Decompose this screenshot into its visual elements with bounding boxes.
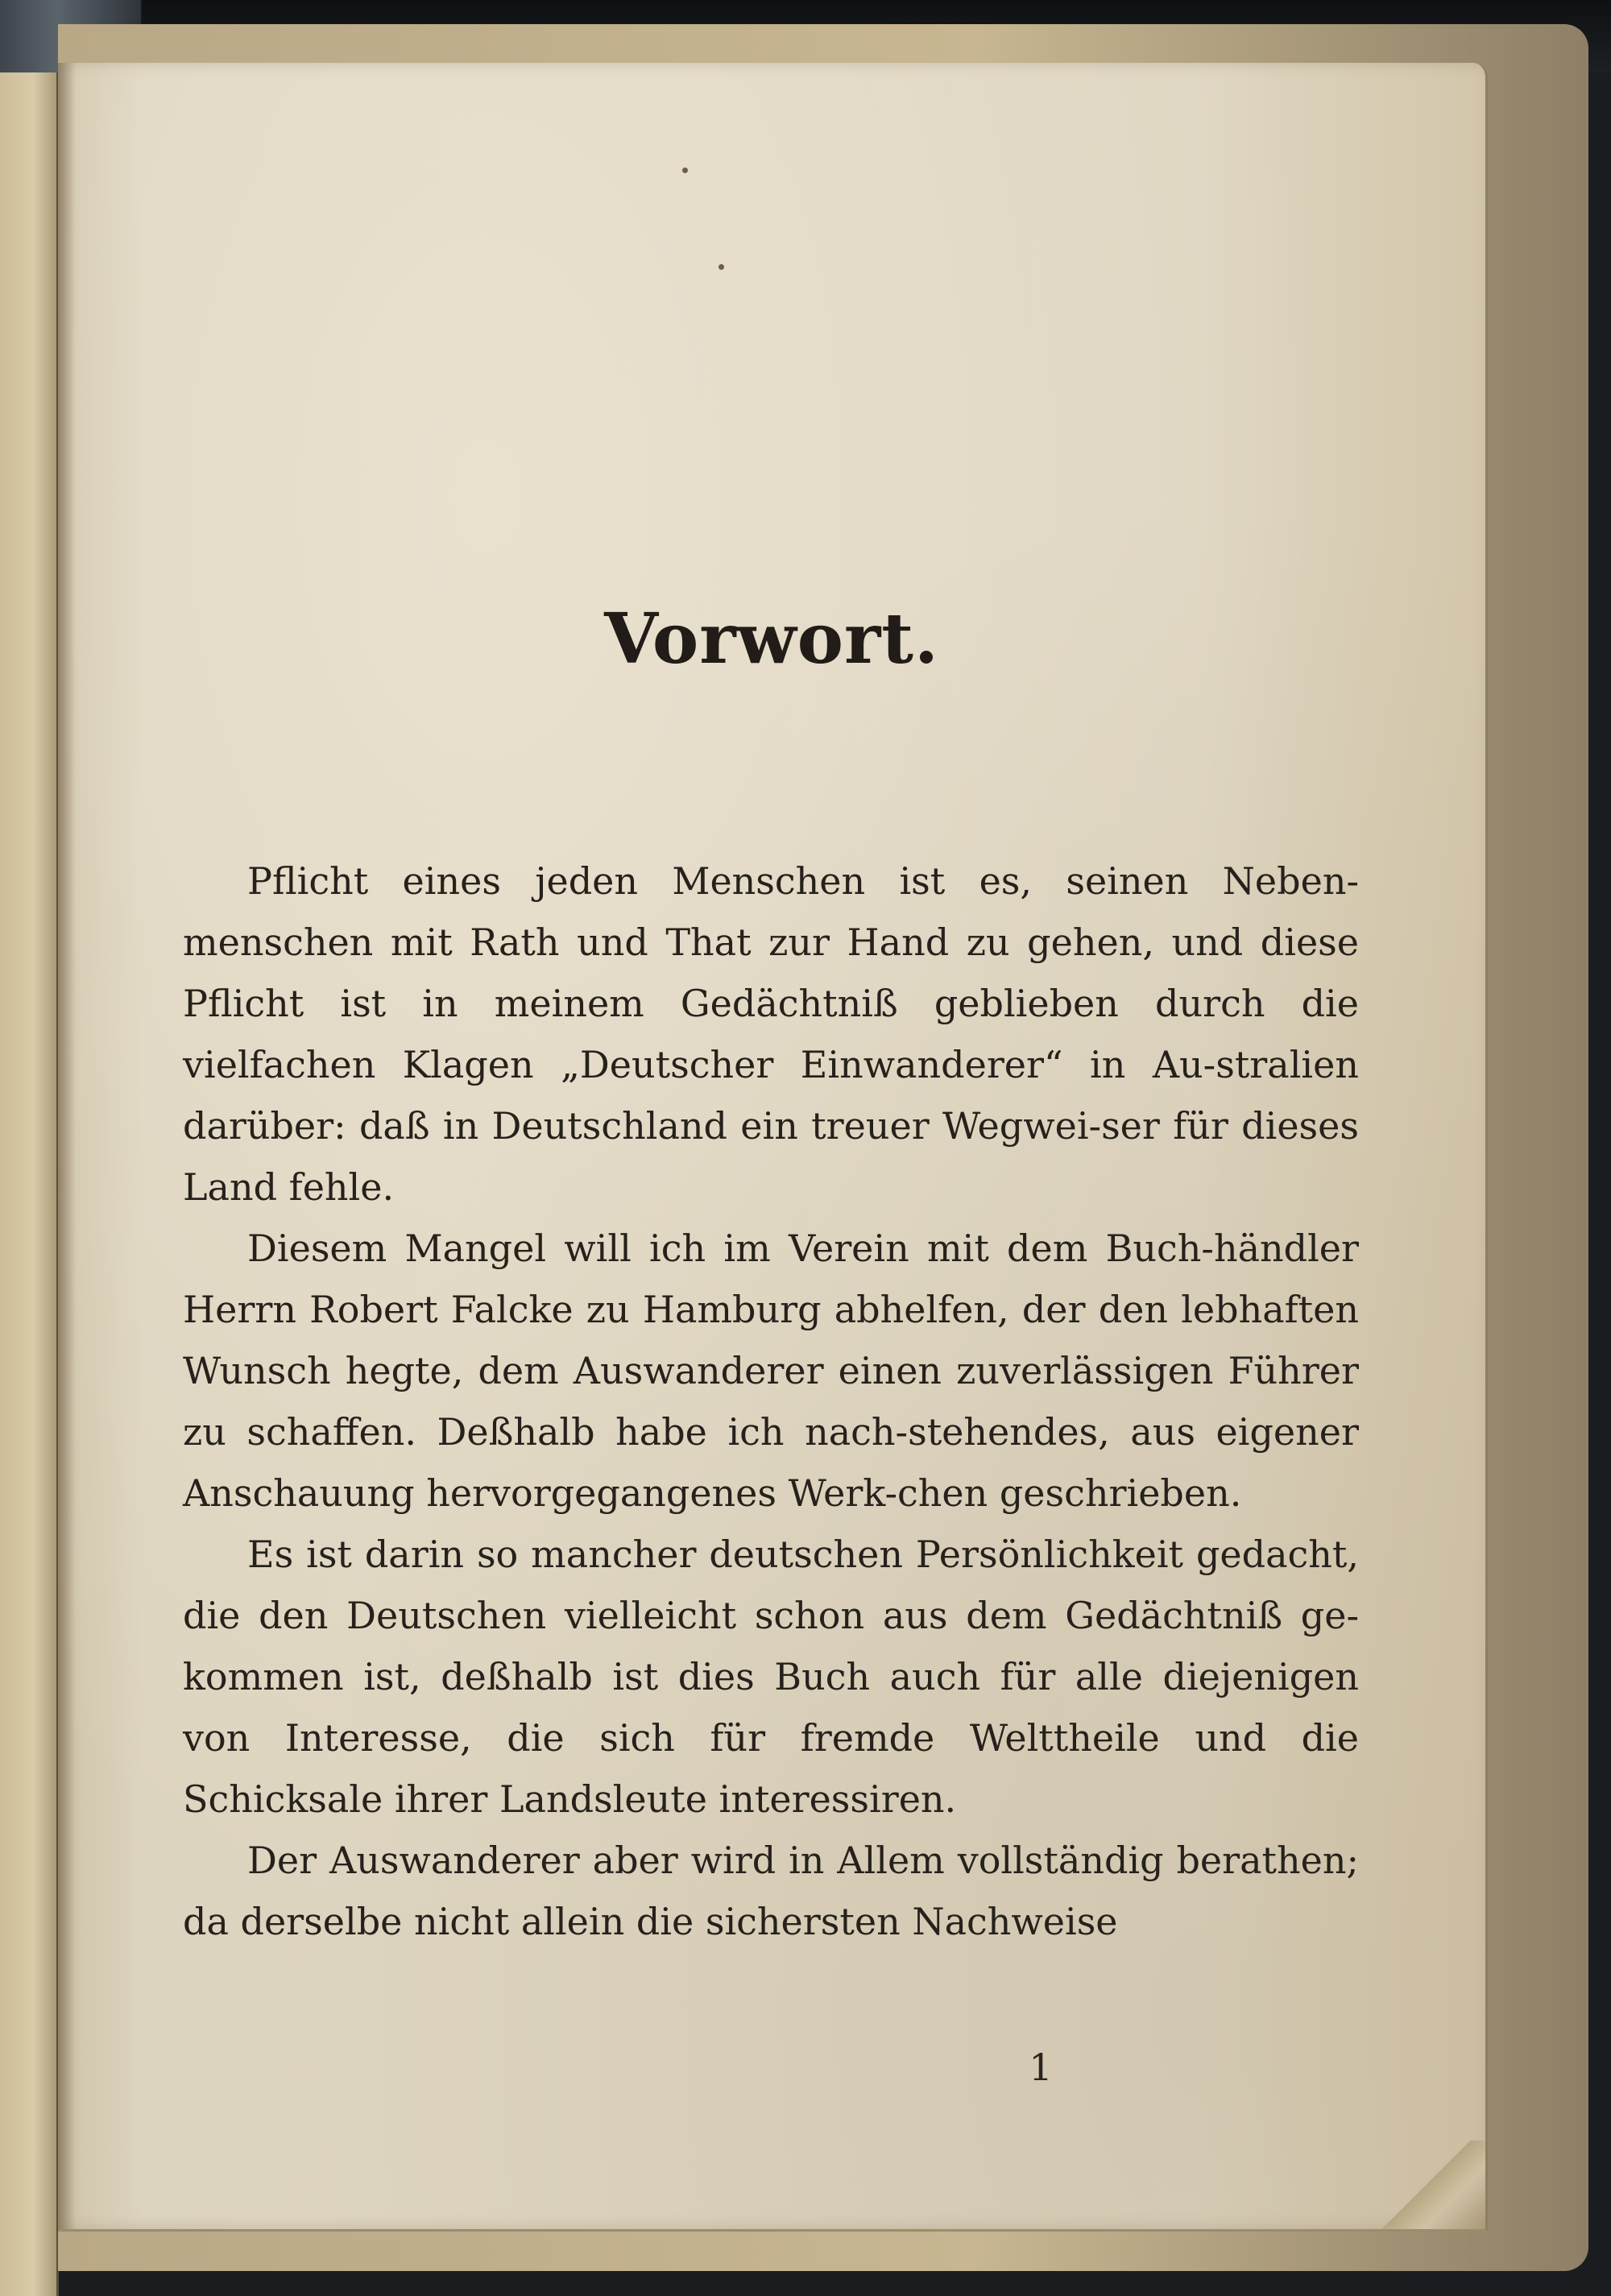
paragraph: Der Auswanderer aber wird in Allem vollständig berathen; da derselbe nicht allein die sichersten Nachweise (183, 1839, 1359, 1943)
paragraph: Diesem Mangel will ich im Verein mit dem Buch-händler Herrn Robert Falcke zu Hamburg abhelfen, der den lebhaften Wunsch hegte, dem Auswanderer einen zuverlässigen Führer zu schaffen. Deßhalb habe ich nach-stehendes, aus eigener Anschauung hervorgegangenes Werk-chen geschrieben. (183, 1227, 1359, 1515)
paper-speck (719, 264, 724, 270)
gutter-shadow (58, 63, 76, 2229)
paragraph: Pflicht eines jeden Menschen ist es, seinen Neben-menschen mit Rath und That zur Hand zu gehen, und diese Pflicht ist in meinem Gedächtniß geblieben durch die vielfachen Klagen „Deutscher Einwanderer“ in Au-stralien darüber: daß in Deutschland ein treuer Wegwei-ser für dieses Land fehle. (183, 859, 1359, 1209)
paper-speck (682, 168, 688, 173)
page-number: 1 (1029, 2046, 1053, 2089)
page-corner-curl (1365, 2141, 1485, 2229)
paragraph: Es ist darin so mancher deutschen Persönlichkeit gedacht, die den Deutschen vielleicht schon aus dem Gedächtniß ge-kommen ist, deßhalb ist dies Buch auch für alle diejenigen von Interesse, die sich für fremde Welttheile und die Schicksale ihrer Landsleute interessiren. (183, 1533, 1359, 1821)
body-text (183, 850, 1359, 1952)
page-title: Vorwort. (604, 598, 939, 680)
facing-page-edge (0, 72, 59, 2296)
book-page (58, 63, 1488, 2232)
